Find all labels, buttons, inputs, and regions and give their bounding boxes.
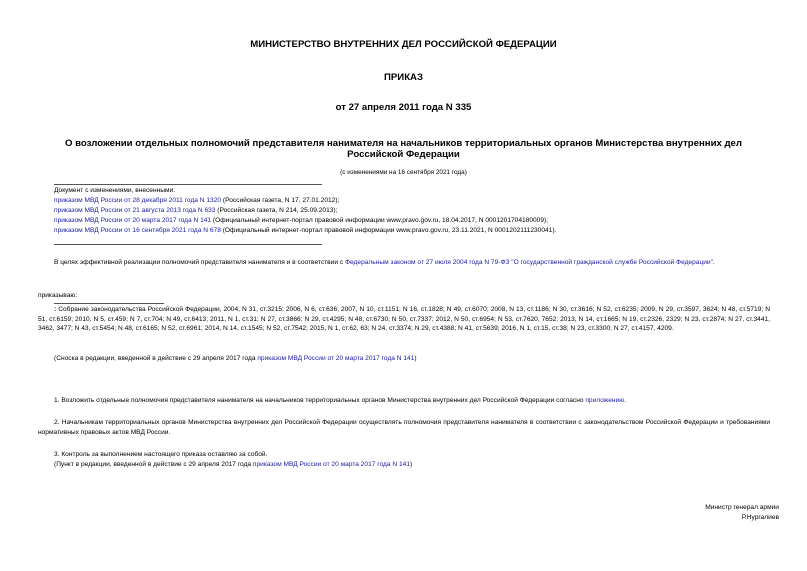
preamble-paragraph: В целях эффективной реализации полномочий представителя нанимателя и в соответствии с Федеральным законом от 27 июля 2004 года N 79-ФЗ "О государственной гражданской службе Российской Федерации". <box>54 259 715 266</box>
appendix-link[interactable]: приложению <box>585 397 625 404</box>
amendment-link[interactable]: приказом МВД России от 21 августа 2013 года N 633 <box>54 207 216 214</box>
amendments-block <box>54 186 794 236</box>
amendment-item: приказом МВД России от 28 декабря 2011 года N 1320 (Российская газета, N 17, 27.01.2012); <box>54 197 340 204</box>
amendment-link[interactable]: приказом МВД России от 20 марта 2017 года N 141 <box>54 217 212 224</box>
document-title: О возложении отдельных полномочий представителя нанимателя на начальников территориальных органов Министерства внутренних дел Российской Федерации <box>64 138 742 160</box>
signatory-position: Министр генерал армии <box>705 504 779 511</box>
doc-type-heading: ПРИКАЗ <box>384 72 423 83</box>
amendments-intro: Документ с изменениями, внесенными: <box>54 187 176 194</box>
amendments-top-divider <box>54 184 322 185</box>
amendment-item: приказом МВД России от 21 августа 2013 года N 633 (Российская газета, N 214, 25.09.2013); <box>54 207 338 214</box>
item-3: 3. Контроль за выполнением настоящего приказа оставляю за собой. <box>54 451 268 458</box>
amendment-item: приказом МВД России от 16 сентября 2021 года N 678 (Официальный интернет-портал правовой информации www.pravo.gov.ru, 23.11.2021, N 0001202111230041). <box>54 227 557 234</box>
amendment-link[interactable]: приказом МВД России от 16 сентября 2021 года N 678 <box>54 227 221 234</box>
footnote-text: : Собрание законодательства Российской Федерации, 2004, N 31, ст.3215; 2006, N 6, ст.636; 2007, N 10, ст.1151; N 16, ст.1828; N 49, ст.6070; 2008, N 13, ст.1186; N 30, ст.3616; N 52, ст.6235; 2009, N 29, ст.3597, 3624; N 48, ст.5719; N 51, ст.6159; 2010, N 5, ст.459; N 7, ст.704; N 49, ст.6413; 2011, N 1, ст.31; N 27, ст.3866; N 29, ст.4295; N 48, ст.6730; N 50, ст.7337; 2012, N 50, ст.6954; N 53, ст.7620, 7652; 2013, N 14, ст.1665; N 19, ст.2326, 2329; N 23, ст.2874; N 27, ст.3441, 3462, 3477; N 43, ст.5454; N 48, ст.6165; N 52, ст.6961; 2014, N 14, ст.1545; N 52, ст.7542; 2015, N 1, ст.62, 63; N 24, ст.3374; N 29, ст.4388; N 41, ст.5639; 2016, N 1, ст.15, ст.38; N 23, ст.3300; N 27, ст.4157, 4209. <box>38 306 770 332</box>
ministry-heading: МИНИСТЕРСТВО ВНУТРЕННИХ ДЕЛ РОССИЙСКОЙ ФЕДЕРАЦИИ <box>250 39 557 50</box>
federal-law-link[interactable]: Федеральным законом от 27 июля 2004 года N 79-ФЗ "О государственной гражданской службе Российской Федерации" <box>345 259 713 266</box>
amendments-bottom-divider <box>54 244 322 245</box>
order-word: приказываю: <box>38 292 78 299</box>
signature-block <box>705 503 779 523</box>
footnote-divider <box>54 303 164 304</box>
amendment-item: приказом МВД России от 20 марта 2017 года N 141 (Официальный интернет-портал правовой информации www.pravo.gov.ru, 18.04.2017, N 0001201704180009); <box>54 217 549 224</box>
changes-note: (с изменениями на 16 сентября 2021 года) <box>340 169 467 176</box>
item-2: 2. Начальникам территориальных органов Министерства внутренних дел Российской Федерации осуществлять полномочия представителя нанимателя в соответствии с законодательством Российской Федерации и требованиями нормативных правовых актов МВД России. <box>38 419 770 436</box>
date-number-heading: от 27 апреля 2011 года N 335 <box>335 102 472 113</box>
footnote-amendment-link[interactable]: приказом МВД России от 20 марта 2017 года N 141 <box>257 355 415 362</box>
item-3-edit-note: (Пункт в редакции, введенной в действие с 29 апреля 2017 года приказом МВД России от 20 марта 2017 года N 141) <box>54 461 413 468</box>
footnote-edit-note: (Сноска в редакции, введенной в действие с 29 апреля 2017 года приказом МВД России от 20 марта 2017 года N 141) <box>54 355 417 362</box>
item-1: 1. Возложить отдельные полномочия представителя нанимателя на начальников территориальных органов Министерства внутренних дел Российской Федерации согласно приложению. <box>54 397 626 404</box>
signatory-name: Р.Нургалиев <box>741 514 779 521</box>
item-3-amendment-link[interactable]: приказом МВД России от 20 марта 2017 года N 141 <box>252 461 410 468</box>
amendment-link[interactable]: приказом МВД России от 28 декабря 2011 года N 1320 <box>54 197 222 204</box>
